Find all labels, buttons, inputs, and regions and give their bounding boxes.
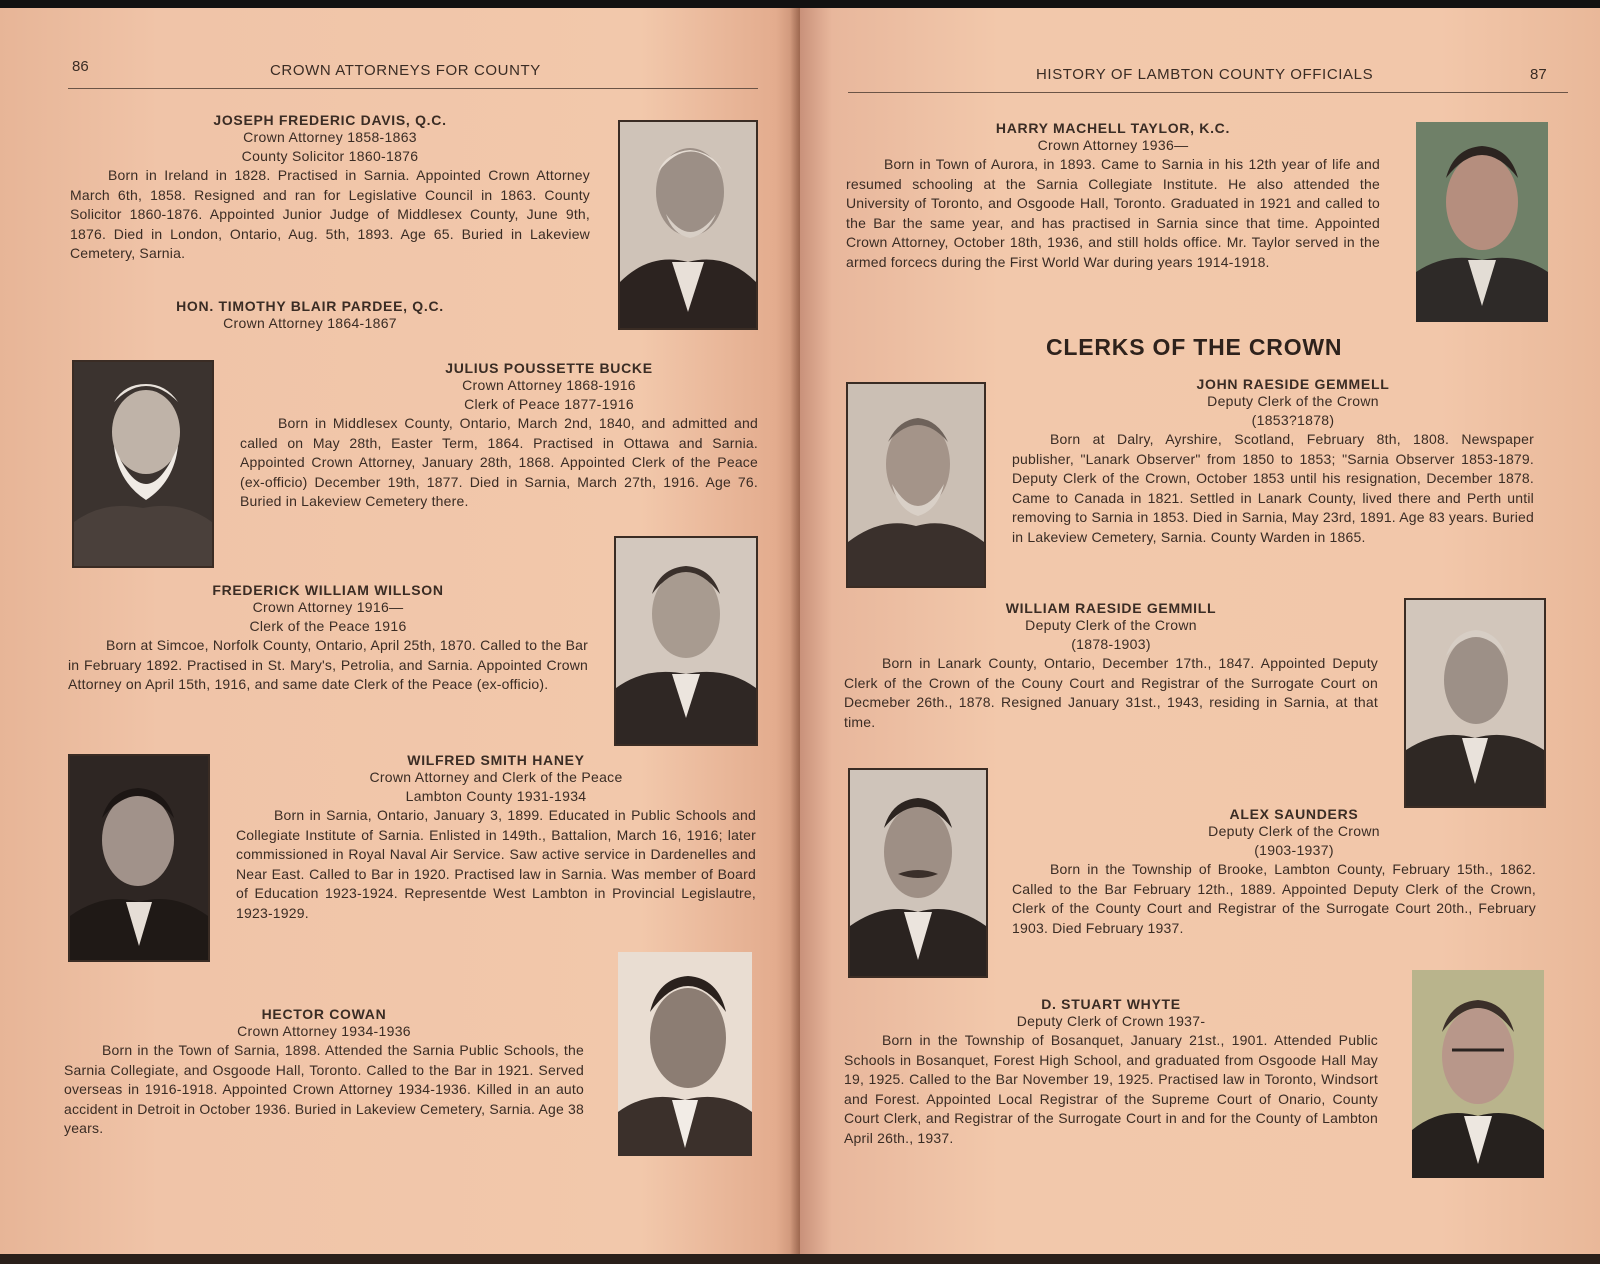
portrait-whyte [1412,970,1544,1178]
entry-name: WILLIAM RAESIDE GEMMILL [1005,600,1217,616]
entry-name: JOHN RAESIDE GEMMELL [1196,376,1390,392]
entry-line: Crown Attorney 1936— [1037,137,1189,153]
portrait-davis-image [620,122,756,328]
portrait-whyte-image [1412,970,1544,1178]
portrait-bucke [72,360,214,568]
entry-haney [236,752,756,923]
entry-body: Born in the Township of Brooke, Lambton County, February 15th., 1862. Called to the Bar February 12th., 1889. Appointed Deputy Clerk of the Crown, Clerk of the County Court and Registrar of the Surrogate Court 20th., February 1903. Died February 1937. [1012,861,1536,936]
entry-davis [70,112,590,264]
entry-line: Deputy Clerk of the Crown [1208,823,1380,839]
entry-name: HON. TIMOTHY BLAIR PARDEE, Q.C. [176,298,444,314]
left-head-rule [68,88,758,89]
portrait-saunders-image [850,770,986,976]
entry-line: (1903-1937) [1254,842,1334,858]
entry-line: Deputy Clerk of Crown 1937- [1016,1013,1206,1029]
portrait-taylor [1416,122,1548,322]
entry-line: Deputy Clerk of the Crown [1025,617,1197,633]
portrait-william-gemmill [1404,598,1546,808]
entry-line: Crown Attorney and Clerk of the Peace [369,769,623,785]
right-running-head: HISTORY OF LAMBTON COUNTY OFFICIALS [1036,66,1374,83]
entry-line: Lambton County 1931-1934 [405,788,587,804]
entry-name: JULIUS POUSSETTE BUCKE [445,360,653,376]
entry-saunders [1012,806,1536,938]
entry-line: Clerk of Peace 1877-1916 [464,396,634,412]
entry-william-gemmill [844,600,1378,732]
entry-line: Crown Attorney 1864-1867 [223,315,397,331]
portrait-haney-image [70,756,208,960]
portrait-bucke-image [74,362,212,566]
portrait-taylor-image [1416,122,1548,322]
entry-body: Born in Lanark County, Ontario, December 17th., 1847. Appointed Deputy Clerk of the Crown of the Couny Court and Registrar of the Surrogate Court on Decmeber 26th., 1878. Resigned January 31st., 1943, residing in Sarnia, at that time. [844,655,1378,730]
entry-line: (1878-1903) [1071,636,1151,652]
entry-name: HARRY MACHELL TAYLOR, K.C. [995,120,1231,136]
left-page [0,8,800,1254]
entry-line: Deputy Clerk of the Crown [1207,393,1379,409]
entry-line: (1853?1878) [1251,412,1335,428]
entry-line: Crown Attorney 1916— [252,599,404,615]
entry-line: Crown Attorney 1934-1936 [237,1023,411,1039]
left-page-number: 86 [72,58,89,75]
right-head-rule [848,92,1568,93]
entry-line: County Solicitor 1860-1876 [241,148,419,164]
portrait-william-gemmill-image [1406,600,1544,806]
entry-body: Born at Dalry, Ayrshire, Scotland, February 8th, 1808. Newspaper publisher, "Lanark Observer" from 1850 to 1853; "Sarnia Observer 1853-1879. Deputy Clerk of the Crown, October 1853 until his resignation, December 1878. Came to Canada in 1821. Settled in Lanark County, lived there and Perth until removing to Sarnia in 1853. Died in Sarnia, May 23rd, 1891. Age 83 years. Buried in Lakeview Cemetery, Sarnia. County Warden in 1865. [1012,431,1534,545]
entry-line: Crown Attorney 1858-1863 [243,129,417,145]
portrait-willson [614,536,758,746]
right-page [800,8,1600,1254]
entry-john-gemmell [1012,376,1534,547]
portrait-haney [68,754,210,962]
entry-body: Born at Simcoe, Norfolk County, Ontario, April 25th, 1870. Called to the Bar in February 1892. Practised in St. Mary's, Petrolia, and Sarnia. Appointed Crown Attorney on April 15th, 1916, and same date Clerk of the Peace (ex-officio). [68,637,588,692]
top-edge [0,0,1600,8]
entry-line: Clerk of the Peace 1916 [249,618,407,634]
entry-bucke [240,360,758,512]
right-page-number: 87 [1530,66,1547,83]
left-running-head: CROWN ATTORNEYS FOR COUNTY [270,62,541,79]
portrait-davis [618,120,758,330]
entry-name: HECTOR COWAN [261,1006,387,1022]
bottom-edge [0,1254,1600,1264]
entry-line: Crown Attorney 1868-1916 [462,377,636,393]
entry-willson [68,582,588,695]
section-title: CLERKS OF THE CROWN [1046,334,1343,360]
entry-pardee [150,298,470,333]
portrait-willson-image [616,538,756,744]
portrait-cowan [618,952,752,1156]
portrait-cowan-image [618,952,752,1156]
entry-whyte [844,996,1378,1148]
entry-cowan [64,1006,584,1139]
entry-body: Born in Middlesex County, Ontario, March 2nd, 1840, and admitted and called on May 28th, Easter Term, 1864. Practised in Ottawa and Sarnia. Appointed Crown Attorney, January 28th, 1868. Appointed Clerk of the Peace (ex-officio) December 19th, 1877. Died in Sarnia, March 27th, 1916. Age 76. Buried in Lakeview Cemetery there. [240,415,758,509]
entry-body: Born in Sarnia, Ontario, January 3, 1899. Educated in Public Schools and Collegiate Institute of Sarnia. Enlisted in 149th., Battalion, March 16, 1916; later commissioned in Royal Naval Air Service. Saw active service in Dardenelles and Near East. Called to Bar in 1920. Practised law in Sarnia. Was member of Board of Education 1923-1924. Representde West Lambton in Provincial Legislautre, 1923-1929. [236,807,756,921]
entry-name: D. STUART WHYTE [1041,996,1181,1012]
entry-body: Born in Ireland in 1828. Practised in Sarnia. Appointed Crown Attorney March 6th, 1858. Resigned and ran for Legislative Council in 1863. County Solicitor 1860-1876. Appointed Junior Judge of Middlesex County, June 9th, 1876. Died in London, Ontario, Aug. 5th, 1893. Age 65. Buried in Lakeview Cemetery, Sarnia. [70,167,590,261]
entry-body: Born in the Township of Bosanquet, January 21st., 1901. Attended Public Schools in Bosanquet, Forest High School, and graduated from Osgoode Hall May 19, 1925. Called to the Bar November 19, 1925. Practised law in Toronto, Windsort and Forest. Appointed Local Registrar of the Supreme Court of Onario, County Court Clerk, and Registrar of the Surrogate Court in and for the County of Lambton April 26th., 1937. [844,1032,1378,1146]
entry-body: Born in Town of Aurora, in 1893. Came to Sarnia in his 12th year of life and resumed schooling at the Sarnia Collegiate Institute. He also attended the University of Toronto, and Osgoode Hall, Toronto. Graduated in 1921 and called to the Bar the same year, and has practised in Sarnia since that time. Appointed Crown Attorney, October 18th, 1936, and still holds office. Mr. Taylor served in the armed forcecs during the First World War during years 1914-1918. [846,156,1380,270]
entry-name: JOSEPH FREDERIC DAVIS, Q.C. [213,112,447,128]
entry-name: FREDERICK WILLIAM WILLSON [212,582,444,598]
portrait-saunders [848,768,988,978]
entry-body: Born in the Town of Sarnia, 1898. Attended the Sarnia Public Schools, the Sarnia Collegiate, and Osgoode Hall, Toronto. Called to the Bar in 1921. Served overseas in 1916-1918. Appointed Crown Attorney 1934-1936. Killed in an auto accident in Detroit in October 1936. Buried in Lakeview Cemetery, Sarnia. Age 38 years. [64,1042,585,1136]
entry-name: WILFRED SMITH HANEY [407,752,585,768]
entry-name: ALEX SAUNDERS [1229,806,1359,822]
entry-taylor [846,120,1380,272]
portrait-john-gemmell [846,382,986,588]
portrait-john-gemmell-image [848,384,984,586]
